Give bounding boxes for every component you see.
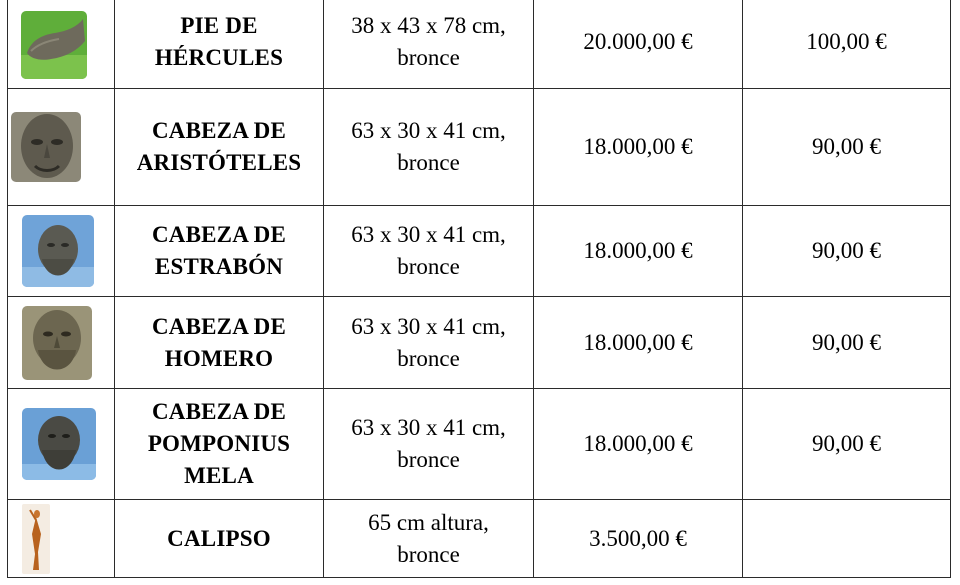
table-row — [8, 206, 951, 297]
bronze-head-sculpture-image[interactable] — [22, 215, 94, 287]
sale-price: 18.000,00 € — [534, 206, 743, 297]
table-row — [8, 500, 951, 578]
rental-price: 90,00 € — [743, 389, 951, 500]
sale-price: 20.000,00 € — [534, 0, 743, 89]
product-dimensions: 63 x 30 x 41 cm, bronce — [324, 89, 534, 206]
sale-price: 18.000,00 € — [534, 389, 743, 500]
product-dimensions: 63 x 30 x 41 cm, bronce — [324, 297, 534, 389]
product-name: CABEZA DE POMPONIUS MELA — [115, 389, 324, 500]
product-dimensions: 65 cm altura, bronce — [324, 500, 534, 578]
product-dimensions: 63 x 30 x 41 cm, bronce — [324, 206, 534, 297]
product-name: CABEZA DE ARISTÓTELES — [115, 89, 324, 206]
product-name: CABEZA DE HOMERO — [115, 297, 324, 389]
bronze-foot-sculpture-image[interactable] — [21, 11, 87, 79]
thumbnail-cell — [8, 0, 115, 89]
sale-price: 3.500,00 € — [534, 500, 743, 578]
product-name: PIE DE HÉRCULES — [115, 0, 324, 89]
product-dimensions: 63 x 30 x 41 cm, bronce — [324, 389, 534, 500]
bronze-head-sculpture-image[interactable] — [22, 306, 92, 380]
thumbnail-cell — [8, 500, 115, 578]
thumbnail-cell — [8, 297, 115, 389]
table-row — [8, 89, 951, 206]
table-row — [8, 0, 951, 89]
product-dimensions: 38 x 43 x 78 cm, bronce — [324, 0, 534, 89]
product-name: CALIPSO — [115, 500, 324, 578]
bronze-head-sculpture-image[interactable] — [22, 408, 96, 480]
rental-price: 90,00 € — [743, 206, 951, 297]
table-row — [8, 297, 951, 389]
thumbnail-cell — [8, 89, 115, 206]
sale-price: 18.000,00 € — [534, 89, 743, 206]
sale-price: 18.000,00 € — [534, 297, 743, 389]
thumbnail-cell — [8, 206, 115, 297]
rental-price: 100,00 € — [743, 0, 951, 89]
product-name: CABEZA DE ESTRABÓN — [115, 206, 324, 297]
rental-price — [743, 500, 951, 578]
bronze-head-sculpture-image[interactable] — [11, 112, 81, 182]
bronze-figurine-image[interactable] — [22, 504, 50, 574]
rental-price: 90,00 € — [743, 89, 951, 206]
sculpture-price-table — [7, 0, 951, 578]
thumbnail-cell — [8, 389, 115, 500]
rental-price: 90,00 € — [743, 297, 951, 389]
table-row — [8, 389, 951, 500]
